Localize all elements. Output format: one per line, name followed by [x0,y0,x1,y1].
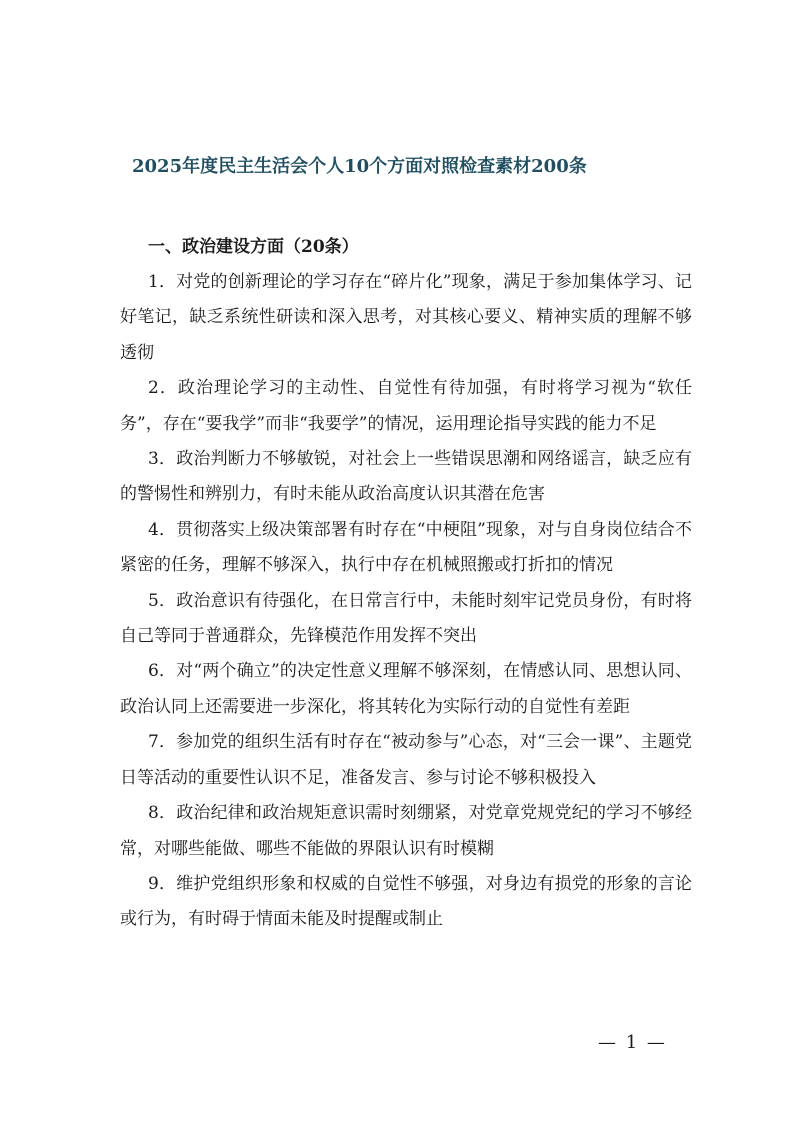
list-item: 9．维护党组织形象和权威的自觉性不够强，对身边有损党的形象的言论或行为，有时碍于情面未能及时提醒或制止 [120,873,692,930]
list-item: 4．贯彻落实上级决策部署有时存在“中梗阻”现象，对与自身岗位结合不紧密的任务，理解不够深入，执行中存在机械照搬或打折扣的情况 [120,519,692,576]
list-item: 3．政治判断力不够敏锐，对社会上一些错误思潮和网络谣言，缺乏应有的警惕性和辨别力，有时未能从政治高度认识其潜在危害 [120,449,692,505]
page-number: — 1 — [598,1032,667,1053]
list-item: 6．对“两个确立”的决定性意义理解不够深刻，在情感认同、思想认同、政治认同上还需要进一步深化，将其转化为实际行动的自觉性有差距 [120,661,692,717]
list-item: 1．对党的创新理论的学习存在“碎片化”现象，满足于参加集体学习、记好笔记，缺乏系统性研读和深入思考，对其核心要义、精神实质的理解不够透彻 [120,272,692,363]
list-item: 2．政治理论学习的主动性、自觉性有待加强，有时将学习视为“软任务”，存在“要我学”而非“我要学”的情况，运用理论指导实践的能力不足 [120,378,692,434]
document-title: 2025年度民主生活会个人10个方面对照检查素材200条 [132,156,587,177]
section-heading: 一、政治建设方面（20条） [148,237,359,257]
list-item: 8．政治纪律和政治规矩意识需时刻绷紧，对党章党规党纪的学习不够经常，对哪些能做、哪些不能做的界限认识有时模糊 [120,803,692,859]
list-item: 5．政治意识有待强化，在日常言行中，未能时刻牢记党员身份，有时将自己等同于普通群众，先锋模范作用发挥不突出 [120,590,692,647]
document-body [120,265,692,938]
list-item: 7．参加党的组织生活有时存在“被动参与”心态，对“三会一课”、主题党日等活动的重要性认识不足，准备发言、参与讨论不够积极投入 [120,732,692,788]
